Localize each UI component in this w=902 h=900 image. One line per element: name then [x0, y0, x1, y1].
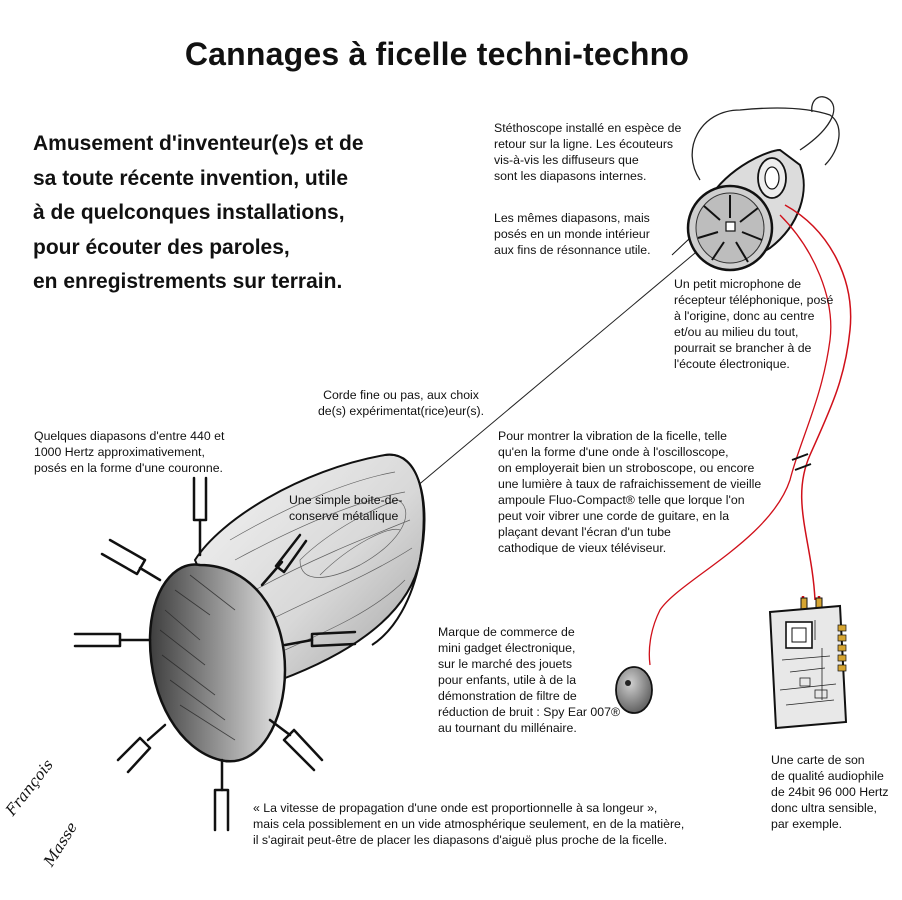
note-sound-card: Une carte de son de qualité audiophile de 24bit 96 000 Hertz donc ultra sensible, par exemple.	[771, 753, 889, 831]
page-title: Cannages à ficelle techni-techno	[184, 36, 690, 72]
intro-line: Amusement d'inventeur(e)s et de	[33, 132, 364, 155]
note-string: Corde fine ou pas, aux choix de(s) expérimentat(rice)eur(s).	[317, 388, 485, 418]
signature-first-name: François	[2, 755, 57, 820]
note-tin-can: Une simple boite-de- conserve métallique	[289, 493, 403, 523]
tuning-fork	[194, 478, 206, 555]
note-microphone: Un petit microphone de récepteur téléphonique, posé à l'origine, donc au centre et/ou au milieu du tout, pourrait se brancher à de l'écoute électronique.	[674, 277, 834, 371]
intro-text	[33, 127, 473, 300]
tuning-fork	[102, 540, 160, 580]
small-can	[688, 97, 839, 270]
intro-line: sa toute récente invention, utile	[33, 166, 349, 190]
note-spy-ear: Marque de commerce de mini gadget électronique, sur le marché des jouets pour enfants, utile à de la démonstration de filtre de réduction de bruit : Spy Ear 007® au tournant du millénaire.	[438, 625, 621, 735]
note-fork-crown: Quelques diapasons d'entre 440 et 1000 Hertz approximativement, posés en la forme d'une couronne.	[34, 429, 225, 475]
sound-card	[770, 596, 846, 728]
intro-line: à de quelconques installations,	[33, 201, 345, 224]
note-internal-forks: Les mêmes diapasons, mais posés en un monde intérieur aux fins de résonnance utile.	[494, 211, 651, 257]
intro-line: pour écouter des paroles,	[33, 235, 290, 259]
quote-text: « La vitesse de propagation d'une onde est proportionnelle à sa longeur », mais cela possiblement en un vide atmosphérique seulement, en de la matière, il s'agirait peut-être de placer les diapasons d'aiguë plus proche de la ficelle.	[253, 801, 685, 847]
spy-ear-gadget	[616, 667, 652, 713]
intro-line: en enregistrements sur terrain.	[33, 270, 343, 293]
red-wire	[785, 205, 851, 600]
note-stethoscope: Stéthoscope installé en espèce de retour sur la ligne. Les écouteurs vis-à-vis les diffuseurs que sont les diapasons internes.	[494, 121, 682, 183]
signature-last-name: Masse	[40, 818, 82, 870]
note-stroboscope: Pour montrer la vibration de la ficelle, telle qu'en la forme d'une onde à l'oscilloscope, on employerait bien un stroboscope, ou encore une lumière à taux de rafraichissement de vieille ampoule Fluo-Compact® telle que lorque l'on peut voir vibrer une corde de guitare, en la plaçant devant l'écran d'un tube cathodique de vieux téléviseur.	[498, 429, 762, 555]
tuning-fork	[270, 720, 322, 770]
microphone-center	[726, 222, 735, 231]
tuning-fork	[118, 725, 165, 772]
tuning-fork	[75, 634, 150, 646]
tuning-fork	[215, 760, 228, 830]
